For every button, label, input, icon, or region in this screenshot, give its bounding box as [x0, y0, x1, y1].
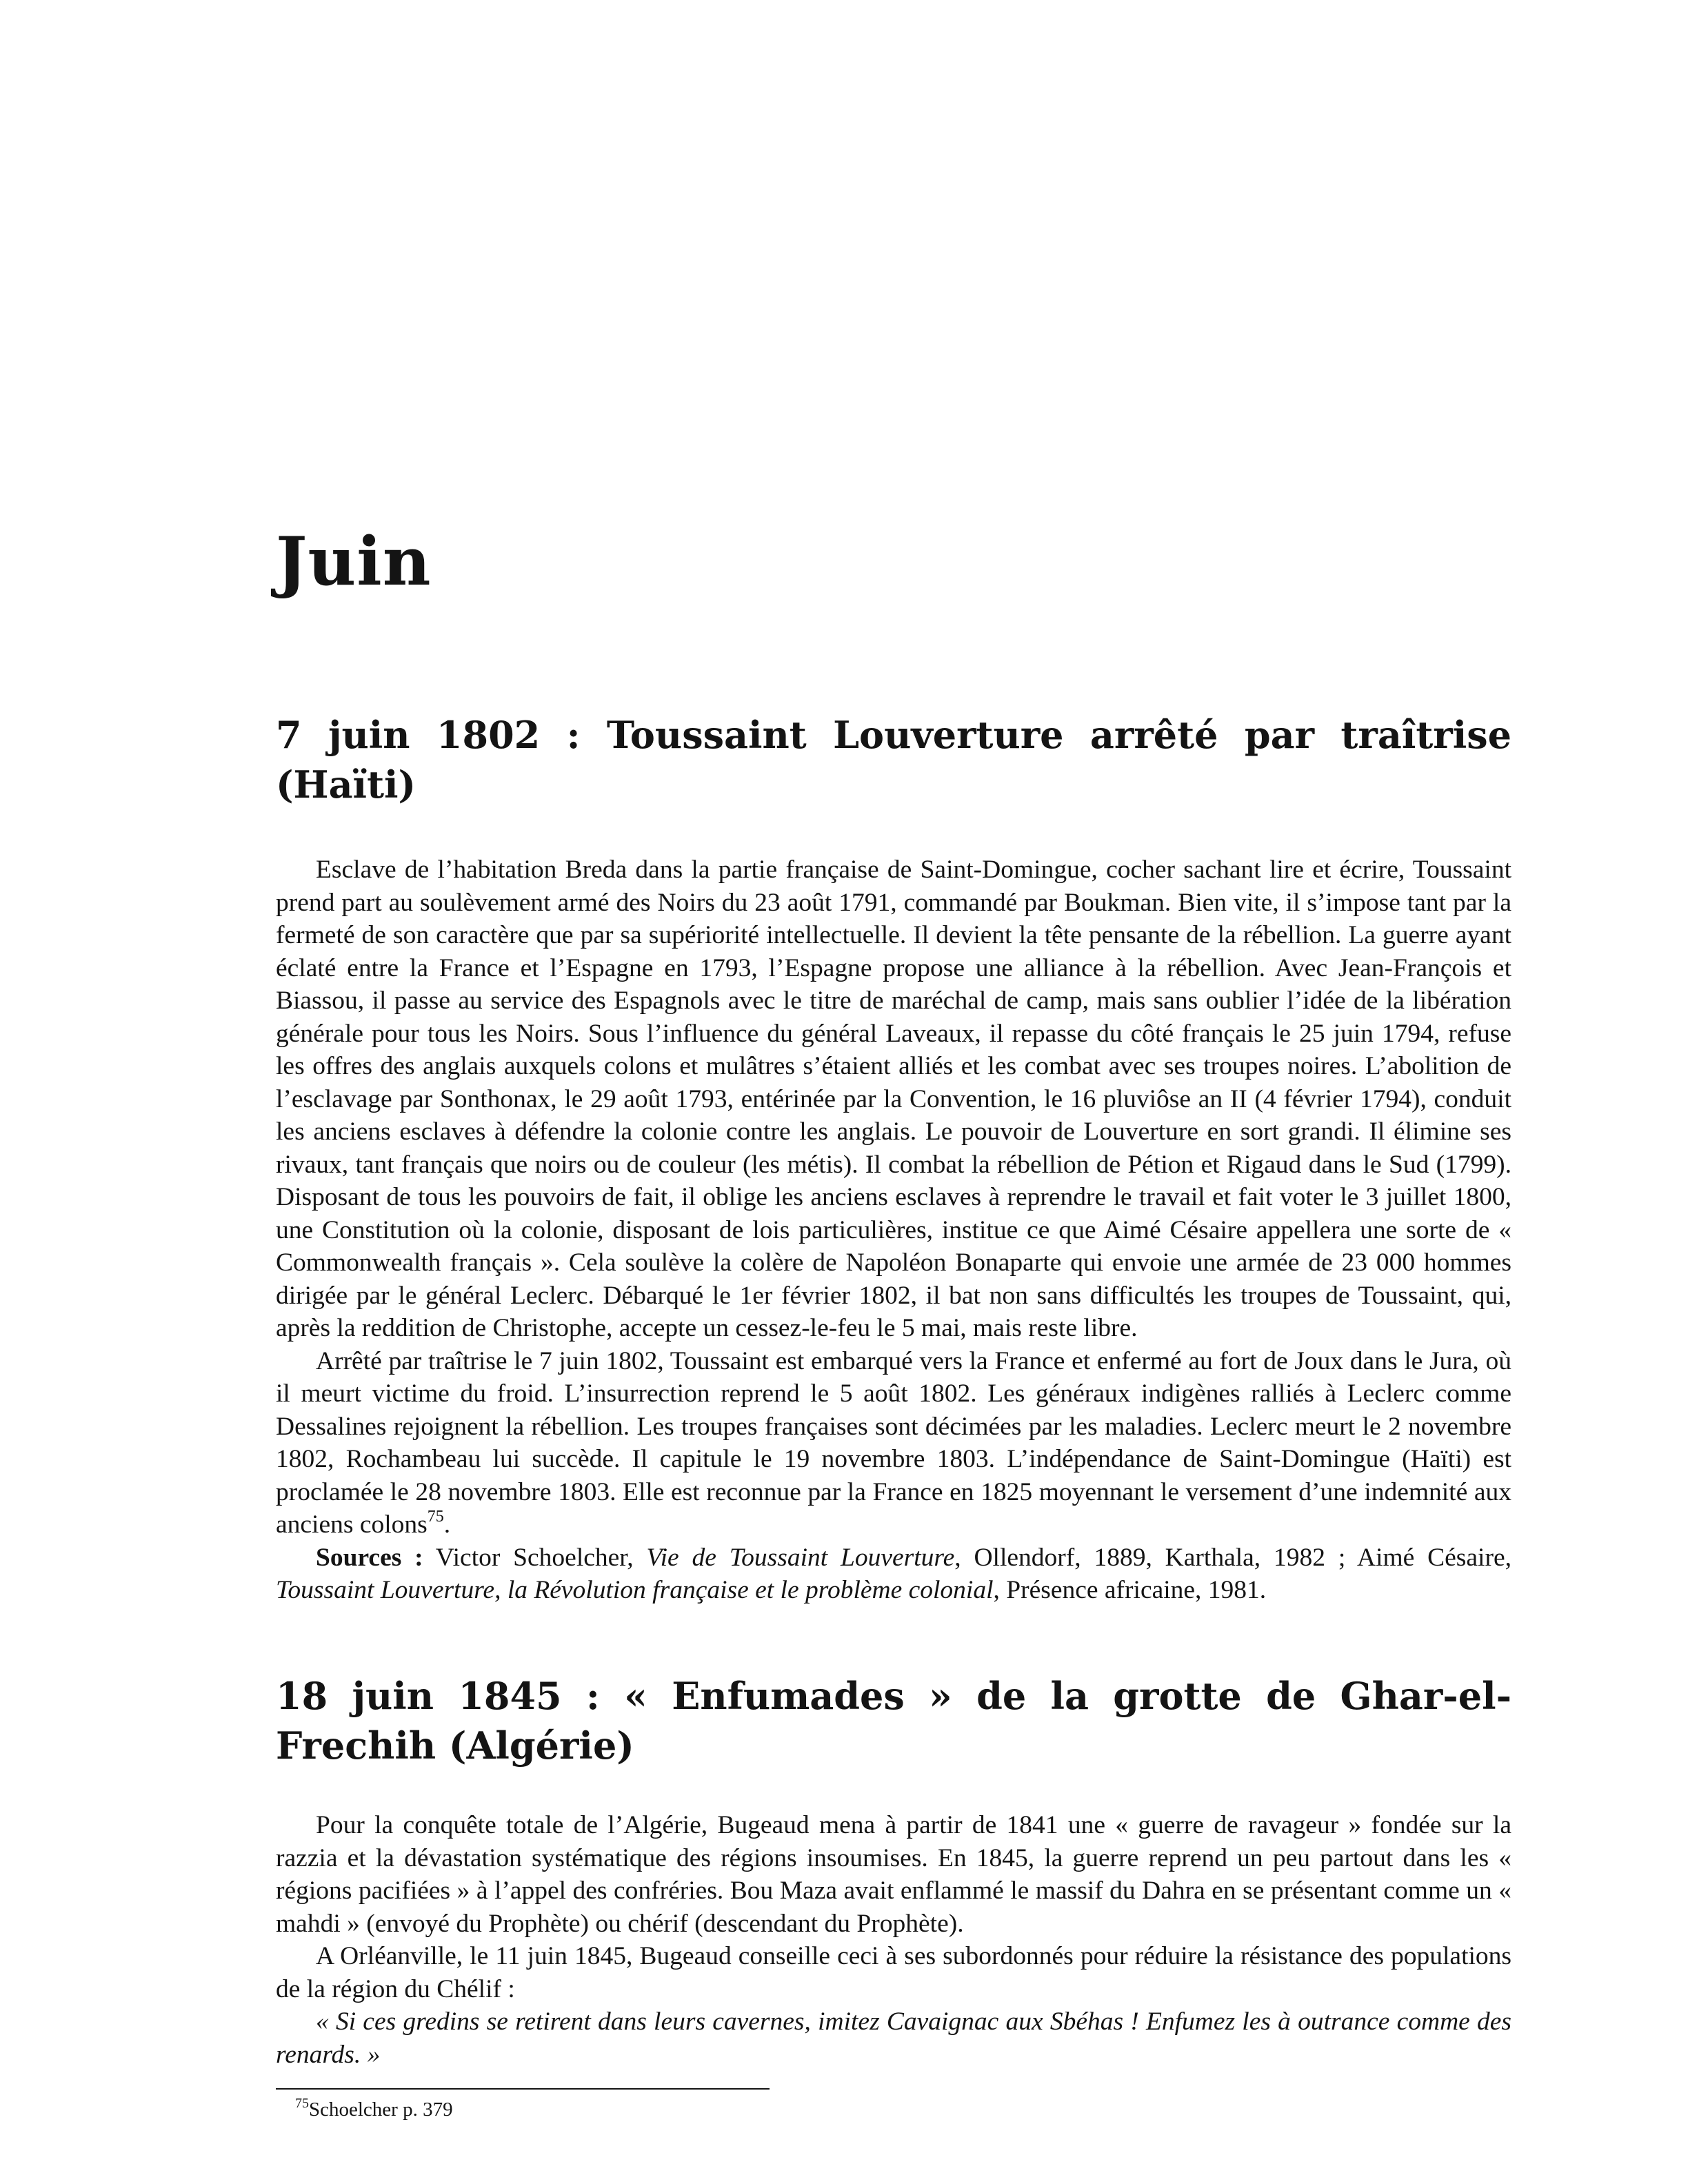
chapter-title: Juin — [276, 523, 432, 600]
sources-text: , Présence africaine, 1981. — [993, 1576, 1267, 1604]
quotation: « Si ces gredins se retirent dans leurs cavernes, imitez Cavaignac aux Sbéhas ! Enfumez les à outrance comme des renards. » — [276, 2008, 1511, 2069]
footnote-separator — [276, 2088, 770, 2090]
sources-paragraph — [276, 1541, 1511, 1607]
footnote-text: Schoelcher p. 379 — [309, 2099, 453, 2121]
paragraph: Pour la conquête totale de l’Algérie, Bugeaud mena à partir de 1841 une « guerre de ravageur » fondée sur la razzia et la dévastation systématique des régions insoumises. En 1845, la guerre reprend un peu partout dans les « régions pacifiées » à l’appel des confréries. Bou Maza avait enflammé le massif du Dahra en se présentant comme un « mahdi » (envoyé du Prophète) ou chérif (descendant du Prophète). — [276, 1811, 1511, 1938]
paragraph: Esclave de l’habitation Breda dans la partie française de Saint-Domingue, cocher sachant lire et écrire, Toussaint prend part au soulèvement armé des Noirs du 23 août 1791, commandé par Boukman. Bien vite, il s’impose tant par la fermeté de son caractère que par sa supériorité intellectuelle. Il devient la tête pensante de la rébellion. La guerre ayant éclaté entre la France et l’Espagne en 1793, l’Espagne propose une alliance à la rébellion. Avec Jean-François et Biassou, il passe au service des Espagnols avec le titre de maréchal de camp, mais sans oublier l’idée de la libération générale pour tous les Noirs. Sous l’influence du général Laveaux, il repasse du côté français le 25 juin 1794, refuse les offres des anglais auxquels colons et mulâtres s’étaient alliés et les combat avec ses troupes noires. L’abolition de l’esclavage par Sonthonax, le 29 août 1793, entérinée par la Convention, le 16 pluviôse an II (4 février 1794), conduit les anciens esclaves à défendre la colonie contre les anglais. Le pouvoir de Louverture en sort grandi. Il élimine ses rivaux, tant français que noirs ou de couleur (les métis). Il combat la rébellion de Pétion et Rigaud dans le Sud (1799). Disposant de tous les pouvoirs de fait, il oblige les anciens esclaves à reprendre le travail et fait voter le 3 juillet 1800, une Constitution où la colonie, disposant de lois particulières, institue ce que Aimé Césaire appellera une sorte de « Commonwealth français ». Cela soulève la colère de Napoléon Bonaparte qui envoie une armée de 23 000 hommes dirigée par le général Leclerc. Débarqué le 1er février 1802, il bat non sans difficultés les troupes de Toussaint, qui, après la reddition de Christophe, accepte un cessez-le-feu le 5 mai, mais reste libre. — [276, 856, 1511, 1342]
section-title: 18 juin 1845 : « Enfumades » de la grotte de Ghar-el-Frechih (Algérie) — [276, 1674, 1511, 1768]
sources-work-title: Vie de Toussaint Louverture — [646, 1543, 955, 1572]
paragraph: Arrêté par traîtrise le 7 juin 1802, Toussaint est embarqué vers la France et enfermé au fort de Joux dans le Jura, où il meurt victime du froid. L’insurrection reprend le 5 août 1802. Les généraux indigènes ralliés à Leclerc comme Dessalines rejoignent la rébellion. Les troupes françaises sont décimées par les maladies. Leclerc meurt le 2 novembre 1802, Rochambeau lui succède. Il capitule le 19 novembre 1803. L’indépendance de Saint-Domingue (Haïti) est proclamée le 28 novembre 1803. Elle est reconnue par la France en 1825 moyennant le versement d’une indemnité aux anciens colons$^{75}$. — [276, 1346, 1511, 1539]
section-body — [276, 853, 1511, 1607]
footnote-ref: 75 — [427, 1508, 444, 1526]
section-enfumades — [276, 1671, 1511, 2071]
section-toussaint — [276, 710, 1511, 1607]
section-body — [276, 1809, 1511, 2071]
footnote-number: 75 — [295, 2096, 309, 2111]
section-title: 7 juin 1802 : Toussaint Louverture arrêté par traîtrise (Haïti) — [276, 713, 1511, 807]
paragraph: A Orléanville, le 11 juin 1845, Bugeaud conseille ceci à ses subordonnés pour réduire la résistance des populations de la région du Chélif : — [276, 1942, 1511, 2003]
sources-label: Sources : — [316, 1543, 423, 1572]
sources-work-title: Toussaint Louverture, la Révolution française et le problème colonial — [276, 1576, 994, 1604]
sources-text: , Ollendorf, 1889, Karthala, 1982 ; Aimé Césaire, — [954, 1543, 1511, 1572]
footnote — [295, 2096, 453, 2123]
paragraph-text: Arrêté par traîtrise le 7 juin 1802, Toussaint est embarqué vers la France et enfermé au fort de Joux dans le Jura, où il meurt victime du froid. L’insurrection reprend le 5 août 1802. Les généraux indigènes ralliés à Leclerc comme Dessalines rejoignent la rébellion. Les troupes françaises sont décimées par les maladies. Leclerc meurt le 2 novembre 1802, Rochambeau lui succède. Il capitule le 19 novembre 1803. L’indépendance de Saint-Domingue (Haïti) est proclamée le 28 novembre 1803. Elle est reconnue par la France en 1825 moyennant le versement d’une indemnité aux anciens colons — [276, 1346, 1511, 1539]
sources-text: Victor Schoelcher, — [423, 1543, 647, 1572]
